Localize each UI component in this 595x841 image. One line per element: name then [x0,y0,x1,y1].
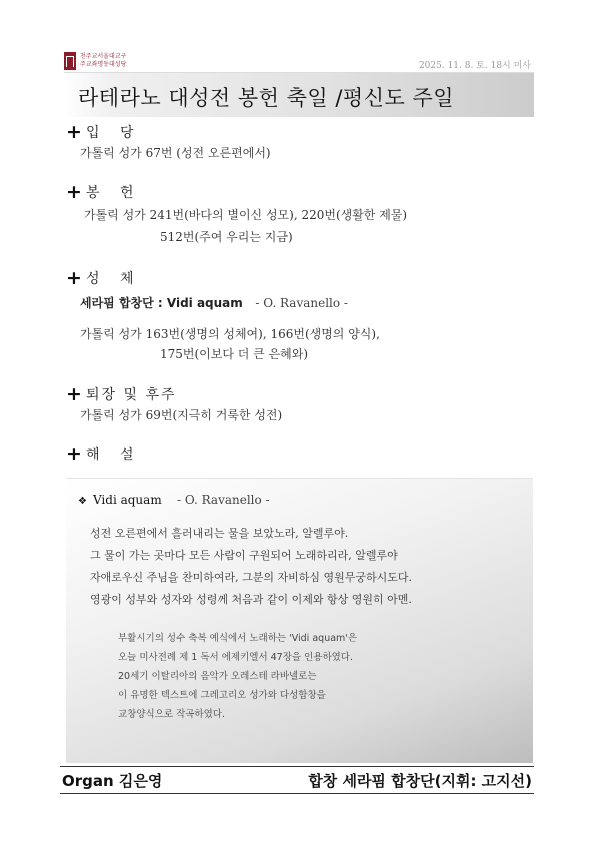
commentary-heading [78,493,270,507]
section-title: 입 당 [86,125,142,141]
mass-date: 2025. 11. 8. 토. 18시 미사 [418,61,531,71]
section-entrance [66,122,271,162]
note-line: 교창양식으로 작곡하였다. [118,709,225,720]
hymn-line: 가톨릭 성가 67번 (성전 오른편에서) [80,146,271,160]
section-recessional [66,384,282,424]
organist-credit: Organ 김은영 [62,772,163,790]
composer: - O. Ravanello - [255,296,348,310]
choir-piece: 세라핌 합창단 : Vidi aquam [80,296,243,310]
footer-credits [60,766,534,794]
hymn-line: 가톨릭 성가 163번(생명의 성체여), 166번(생명의 양식), [80,327,380,341]
section-title: 봉 헌 [86,185,142,201]
diamond-bullet-icon: ❖ [78,496,87,507]
choir-piece-line [80,294,380,311]
lyric-line: 그 물이 가는 곳마다 모든 사람이 구원되어 노래하리라, 알렐루야 [90,549,398,562]
note-line: 20세기 이탈리아의 음악가 오레스테 라바넬로는 [118,671,317,682]
page-title: 라테라노 대성전 봉헌 축일 /평신도 주일 [78,86,455,110]
plus-cross-icon: + [66,181,82,203]
lyrics-block [90,523,412,611]
logo-text-line2: 주교좌명동대성당 [80,61,127,68]
plus-cross-icon: + [66,443,82,465]
section-title: 퇴장 및 후주 [86,387,177,403]
note-line: 부활시기의 성수 축복 예식에서 노래하는 'Vidi aquam'은 [118,633,358,644]
logo-text [80,53,126,69]
commentary-box [66,478,533,763]
section-title: 성 체 [86,271,142,287]
composer: - O. Ravanello - [176,493,270,507]
section-offertory [66,182,407,246]
logo-text-line1: 천주교서울대교구 [80,53,127,60]
hymn-line: 512번(주여 우리는 지금) [160,230,293,244]
plus-cross-icon: + [66,383,82,405]
section-communion [66,268,380,363]
title-bar [64,72,534,117]
plus-cross-icon: + [66,267,82,289]
section-commentary [66,444,142,464]
hymn-line: 가톨릭 성가 241번(바다의 별이신 성모), 220번(생활한 제물) [84,208,408,222]
cathedral-icon [64,52,76,70]
choir-credit: 합창 세라핌 합창단(지휘: 고지선) [308,772,532,790]
note-line: 이 유명한 텍스트에 그레고리오 성가와 다성합창을 [118,690,326,701]
section-title: 해 설 [86,447,142,463]
church-logo [64,52,126,70]
hymn-line: 175번(이보다 더 큰 은혜와) [160,347,309,361]
lyric-line: 성전 오른편에서 흘러내리는 물을 보았노라, 알렐루야. [90,527,349,540]
piece-title: Vidi aquam [92,493,162,507]
note-block [118,629,357,724]
plus-cross-icon: + [66,121,82,143]
lyric-line: 영광이 성부와 성자와 성령께 처음과 같이 이제와 항상 영원히 아멘. [90,593,412,606]
note-line: 오늘 미사전례 제 1 독서 에제키엘서 47장을 인용하였다. [118,652,354,663]
hymn-line: 가톨릭 성가 69번(지극히 거룩한 성전) [80,408,283,422]
lyric-line: 자애로우신 주님을 찬미하여라, 그분의 자비하심 영원무궁하시도다. [90,571,413,584]
